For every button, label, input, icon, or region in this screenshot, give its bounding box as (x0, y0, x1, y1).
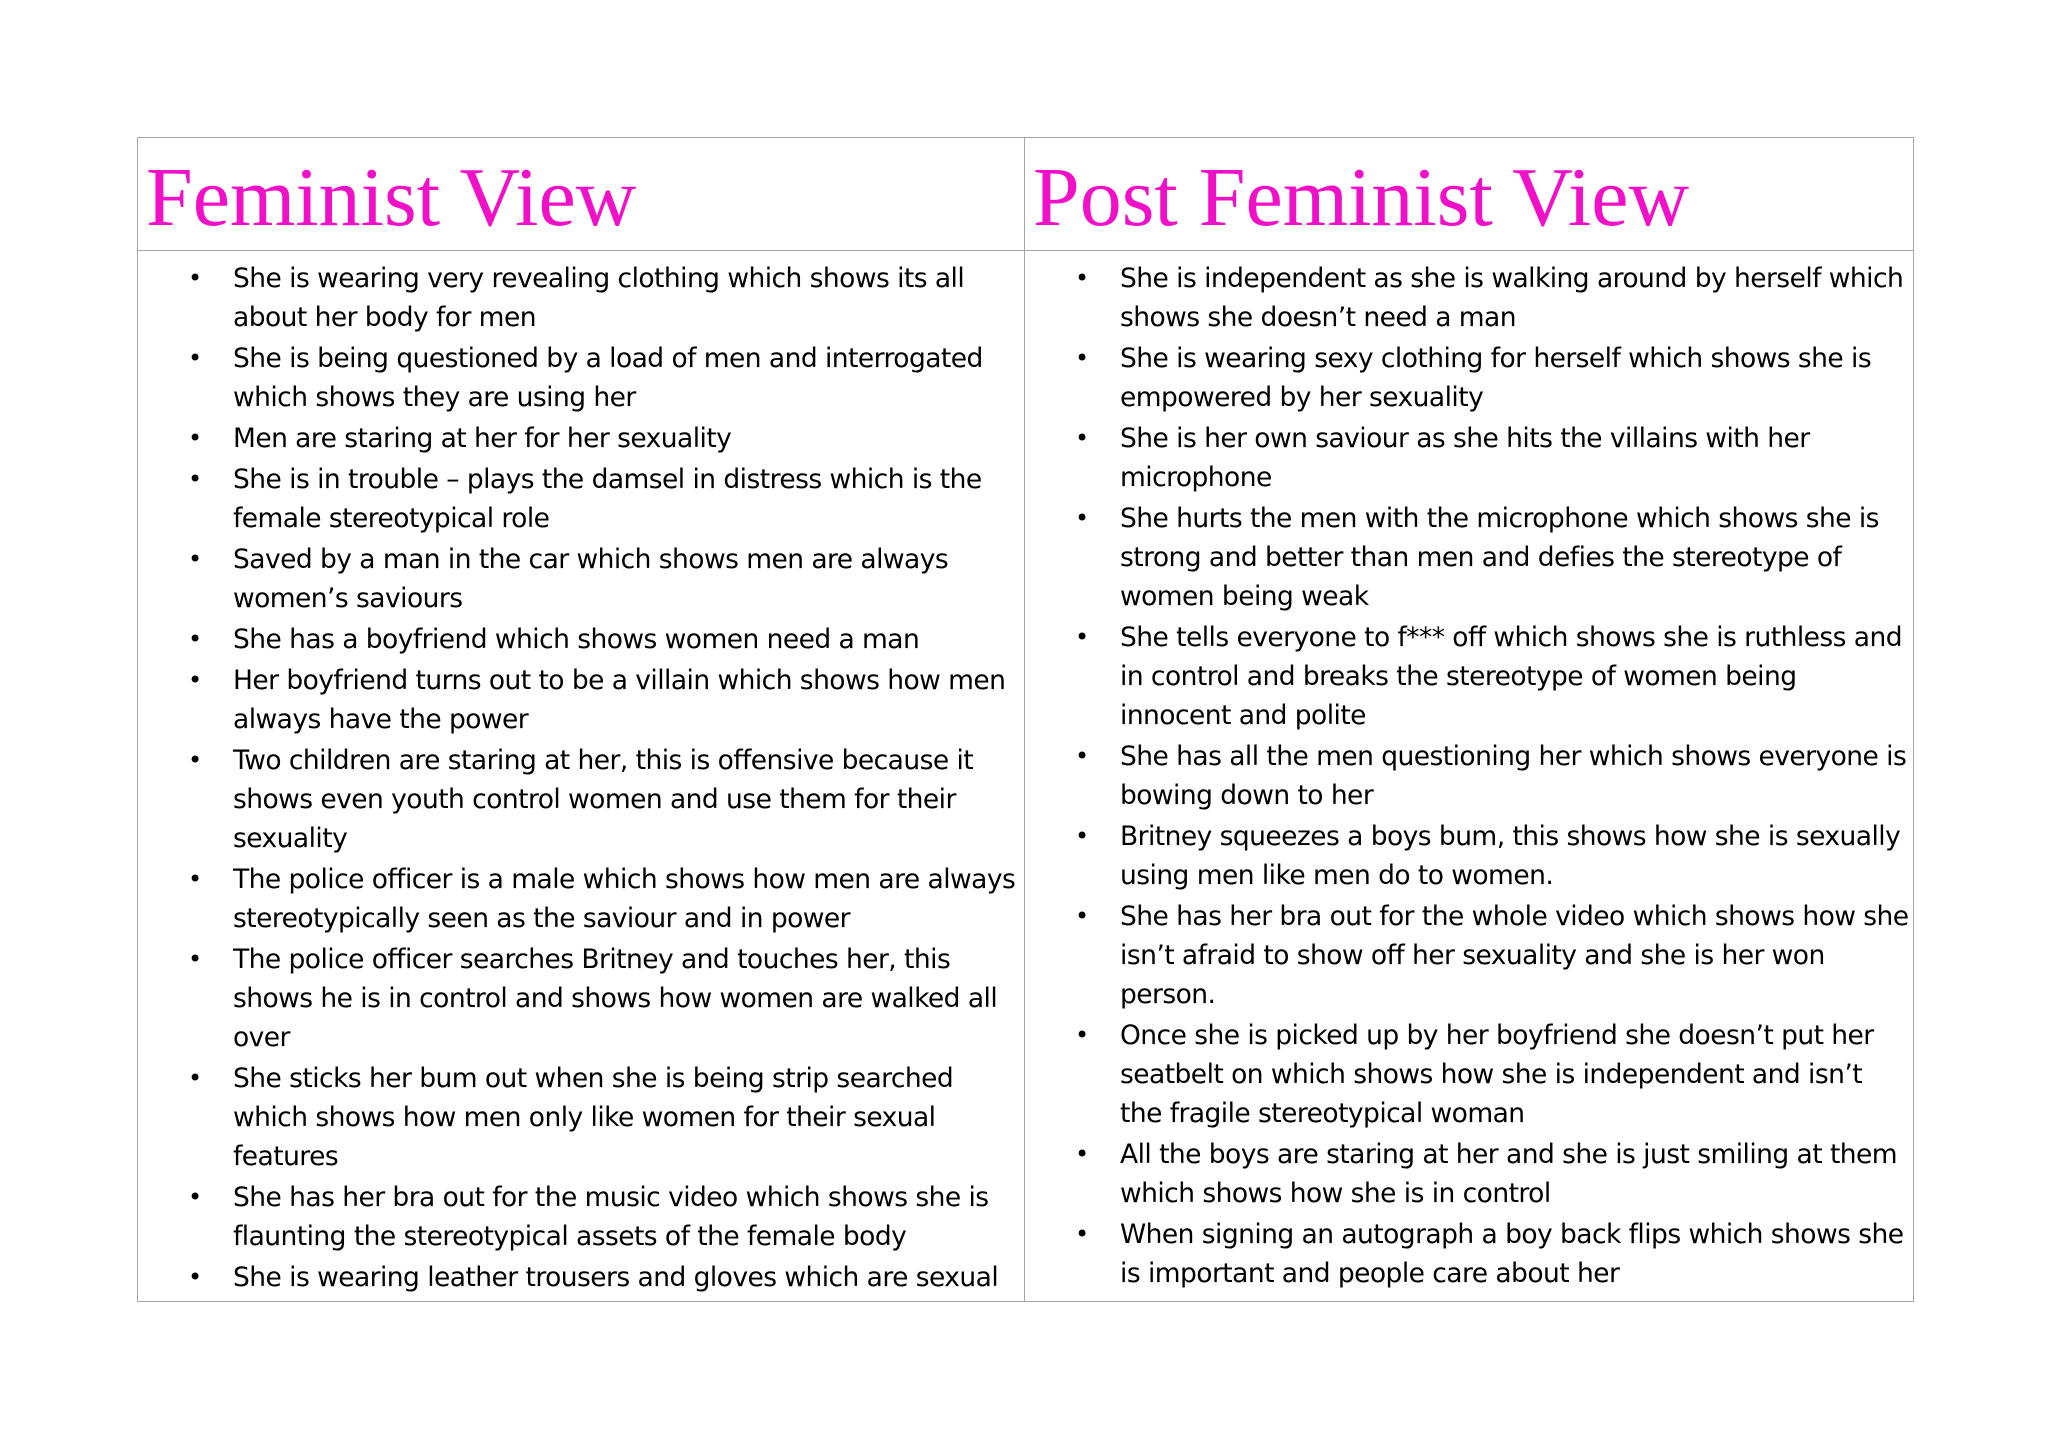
list-item (138, 259, 1024, 337)
list-item (138, 1178, 1024, 1256)
list-item (138, 540, 1024, 618)
post-feminist-point-text: When signing an autograph a boy back flips which shows she is important and people care about her (1120, 1219, 1904, 1289)
list-item (138, 419, 1024, 458)
bullet-icon: • (188, 424, 202, 452)
list-item (1025, 1215, 1913, 1293)
list-item (1025, 339, 1913, 417)
list-item (138, 1258, 1024, 1297)
feminist-point-text: The police officer searches Britney and touches her, this shows he is in control and shows how women are walked all over (233, 944, 998, 1053)
header-row (138, 138, 1914, 251)
bullet-icon: • (1075, 742, 1089, 770)
bullet-icon: • (188, 344, 202, 372)
feminist-points-cell (138, 251, 1025, 1302)
post-feminist-point-text: She is her own saviour as she hits the villains with her microphone (1120, 423, 1810, 493)
feminist-header-cell (138, 138, 1025, 251)
post-feminist-point-text: She hurts the men with the microphone which shows she is strong and better than men and defies the stereotype of women being weak (1120, 503, 1879, 612)
feminist-point-text: She has her bra out for the music video which shows she is flaunting the stereotypical assets of the female body (233, 1182, 989, 1252)
bullet-icon: • (188, 746, 202, 774)
feminist-point-text: She is wearing very revealing clothing which shows its all about her body for men (233, 263, 965, 333)
list-item (1025, 1135, 1913, 1213)
list-item (138, 661, 1024, 739)
feminist-point-text: The police officer is a male which shows how men are always stereotypically seen as the saviour and in power (233, 864, 1016, 934)
post-feminist-point-text: She is independent as she is walking around by herself which shows she doesn’t need a man (1120, 263, 1904, 333)
list-item (1025, 419, 1913, 497)
bullet-icon: • (1075, 1140, 1089, 1168)
list-item (138, 1059, 1024, 1176)
bullet-icon: • (1075, 623, 1089, 651)
post-feminist-point-text: She has all the men questioning her which shows everyone is bowing down to her (1120, 741, 1907, 811)
list-item (1025, 618, 1913, 735)
list-item (138, 620, 1024, 659)
list-item (138, 741, 1024, 858)
list-item (1025, 499, 1913, 616)
bullet-icon: • (1075, 822, 1089, 850)
list-item (1025, 259, 1913, 337)
feminist-point-text: She has a boyfriend which shows women need a man (233, 624, 920, 655)
list-item (138, 339, 1024, 417)
list-item (1025, 1016, 1913, 1133)
post-feminist-points-cell (1025, 251, 1914, 1302)
bullet-icon: • (188, 465, 202, 493)
post-feminist-point-text: Once she is picked up by her boyfriend she doesn’t put her seatbelt on which shows how she is independent and isn’t the fragile stereotypical woman (1120, 1020, 1874, 1129)
list-item (1025, 817, 1913, 895)
post-feminist-header-cell (1025, 138, 1914, 251)
bullet-icon: • (1075, 902, 1089, 930)
bullet-icon: • (188, 945, 202, 973)
feminist-points-list (138, 259, 1024, 1297)
bullet-icon: • (1075, 264, 1089, 292)
list-item (1025, 737, 1913, 815)
bullet-icon: • (188, 545, 202, 573)
post-feminist-point-text: She is wearing sexy clothing for herself which shows she is empowered by her sexuality (1120, 343, 1872, 413)
feminist-view-heading: Feminist View (146, 151, 637, 244)
post-feminist-view-heading: Post Feminist View (1033, 151, 1690, 244)
feminist-point-text: She is in trouble – plays the damsel in distress which is the female stereotypical role (233, 464, 982, 534)
bullet-icon: • (188, 865, 202, 893)
feminist-point-text: Two children are staring at her, this is offensive because it shows even youth control women and use them for their sexuality (233, 745, 974, 854)
bullet-icon: • (1075, 1220, 1089, 1248)
bullet-icon: • (188, 1064, 202, 1092)
feminist-point-text: She is wearing leather trousers and gloves which are sexual (233, 1262, 999, 1293)
feminist-point-text: Saved by a man in the car which shows men are always women’s saviours (233, 544, 949, 614)
feminist-point-text: Her boyfriend turns out to be a villain which shows how men always have the power (233, 665, 1006, 735)
feminist-point-text: She sticks her bum out when she is being strip searched which shows how men only like women for their sexual features (233, 1063, 954, 1172)
list-item (138, 940, 1024, 1057)
bullet-icon: • (188, 666, 202, 694)
list-item (1025, 897, 1913, 1014)
post-feminist-point-text: Britney squeezes a boys bum, this shows how she is sexually using men like men do to women. (1120, 821, 1901, 891)
bullet-icon: • (188, 625, 202, 653)
post-feminist-points-list (1025, 259, 1913, 1293)
post-feminist-point-text: All the boys are staring at her and she is just smiling at them which shows how she is in control (1120, 1139, 1898, 1209)
feminist-point-text: She is being questioned by a load of men and interrogated which shows they are using her (233, 343, 983, 413)
feminist-point-text: Men are staring at her for her sexuality (233, 423, 732, 454)
list-item (138, 460, 1024, 538)
bullet-icon: • (1075, 504, 1089, 532)
content-row (138, 251, 1914, 1302)
post-feminist-point-text: She has her bra out for the whole video which shows how she isn’t afraid to show off her sexuality and she is her won person. (1120, 901, 1909, 1010)
bullet-icon: • (188, 1263, 202, 1291)
bullet-icon: • (1075, 424, 1089, 452)
post-feminist-point-text: She tells everyone to f*** off which shows she is ruthless and in control and breaks the stereotype of women being innocent and polite (1120, 622, 1903, 731)
comparison-table (137, 137, 1914, 1302)
list-item (138, 860, 1024, 938)
bullet-icon: • (1075, 1021, 1089, 1049)
bullet-icon: • (1075, 344, 1089, 372)
bullet-icon: • (188, 1183, 202, 1211)
bullet-icon: • (188, 264, 202, 292)
